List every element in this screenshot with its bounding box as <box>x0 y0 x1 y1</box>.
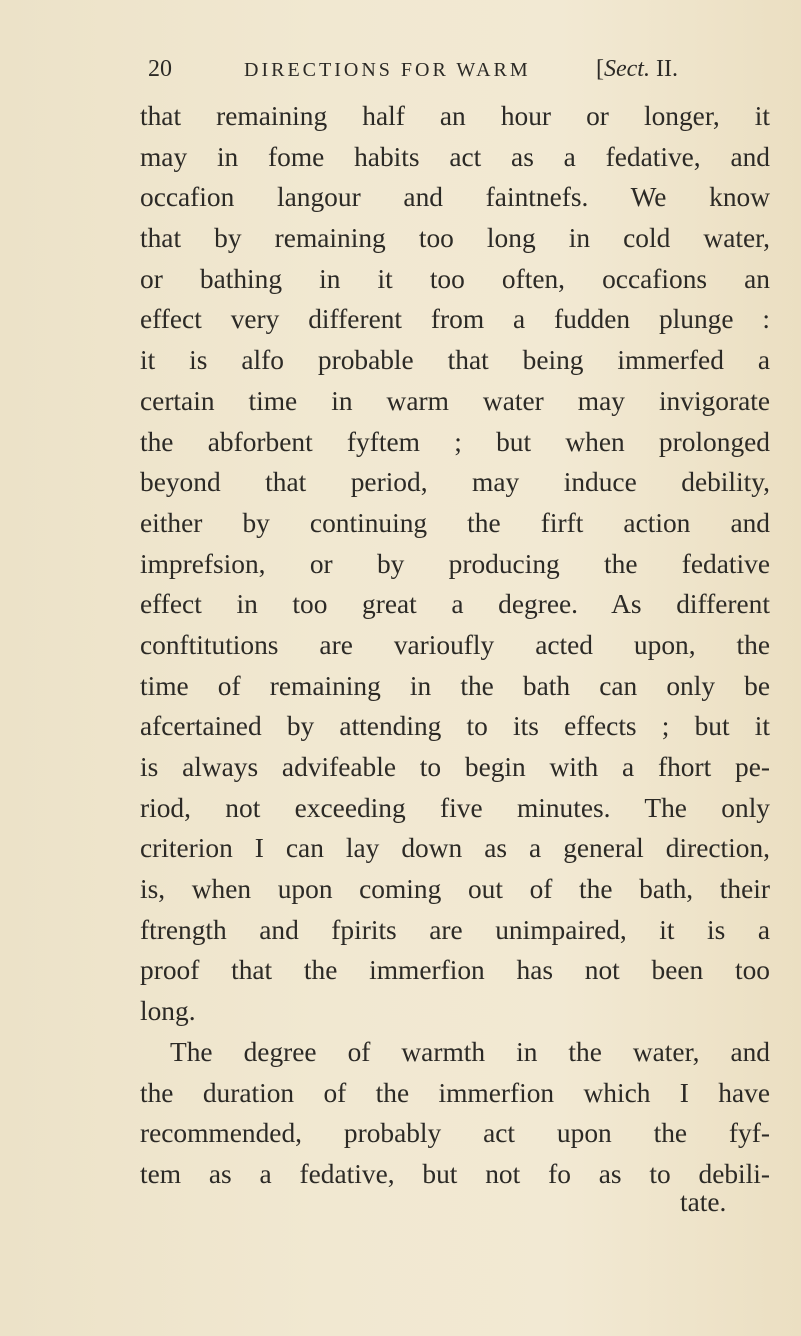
catchword: tate. <box>680 1187 727 1217</box>
text-line: criterion I can lay down as a general direction, <box>140 833 770 864</box>
text-line: tem as a fedative, but not fo as to debili- <box>140 1158 770 1189</box>
text-line: occafion langour and faintnefs. We know <box>140 182 770 213</box>
text-line: afcertained by attending to its effects ; but it <box>140 711 770 742</box>
running-title: DIRECTIONS FOR WARM <box>244 59 531 81</box>
running-head <box>148 56 748 92</box>
section-bracket: [ <box>596 56 604 82</box>
text-line: effect very different from a fudden plunge : <box>140 304 770 335</box>
text-line: effect in too great a degree. As different <box>140 589 770 620</box>
section-label <box>596 56 678 83</box>
text-line: that remaining half an hour or longer, it <box>140 101 770 131</box>
body-text <box>140 96 770 1195</box>
text-line: proof that the immerfion has not been too <box>140 955 770 986</box>
text-line: time of remaining in the bath can only be <box>140 670 770 701</box>
text-line: conftitutions are varioufly acted upon, the <box>140 629 770 660</box>
text-line: riod, not exceeding five minutes. The only <box>140 792 770 823</box>
section-number: II. <box>649 56 678 82</box>
text-line: is, when upon coming out of the bath, their <box>140 874 770 905</box>
text-line: recommended, probably act upon the fyf- <box>140 1118 770 1149</box>
text-line: beyond that period, may induce debility, <box>140 467 770 498</box>
text-line: it is alfo probable that being immerfed a <box>140 345 770 376</box>
text-line: either by continuing the firft action and <box>140 507 770 538</box>
section-abbr: Sect. <box>604 56 650 82</box>
text-line: ftrength and fpirits are unimpaired, it is a <box>140 914 770 945</box>
text-line: imprefsion, or by producing the fedative <box>140 548 770 579</box>
page-number: 20 <box>148 56 172 82</box>
text-line: the abforbent fyftem ; but when prolonged <box>140 426 770 457</box>
text-line: certain time in warm water may invigorate <box>140 385 770 416</box>
text-line: long. <box>140 996 196 1027</box>
paragraph-start-line: The degree of warmth in the water, and <box>170 1036 770 1067</box>
text-line: may in fome habits act as a fedative, and <box>140 141 770 172</box>
text-line: that by remaining too long in cold water, <box>140 223 770 254</box>
text-line: the duration of the immerfion which I have <box>140 1077 770 1108</box>
text-line: or bathing in it too often, occafions an <box>140 263 770 294</box>
text-line: is always advifeable to begin with a fhort pe- <box>140 752 770 782</box>
